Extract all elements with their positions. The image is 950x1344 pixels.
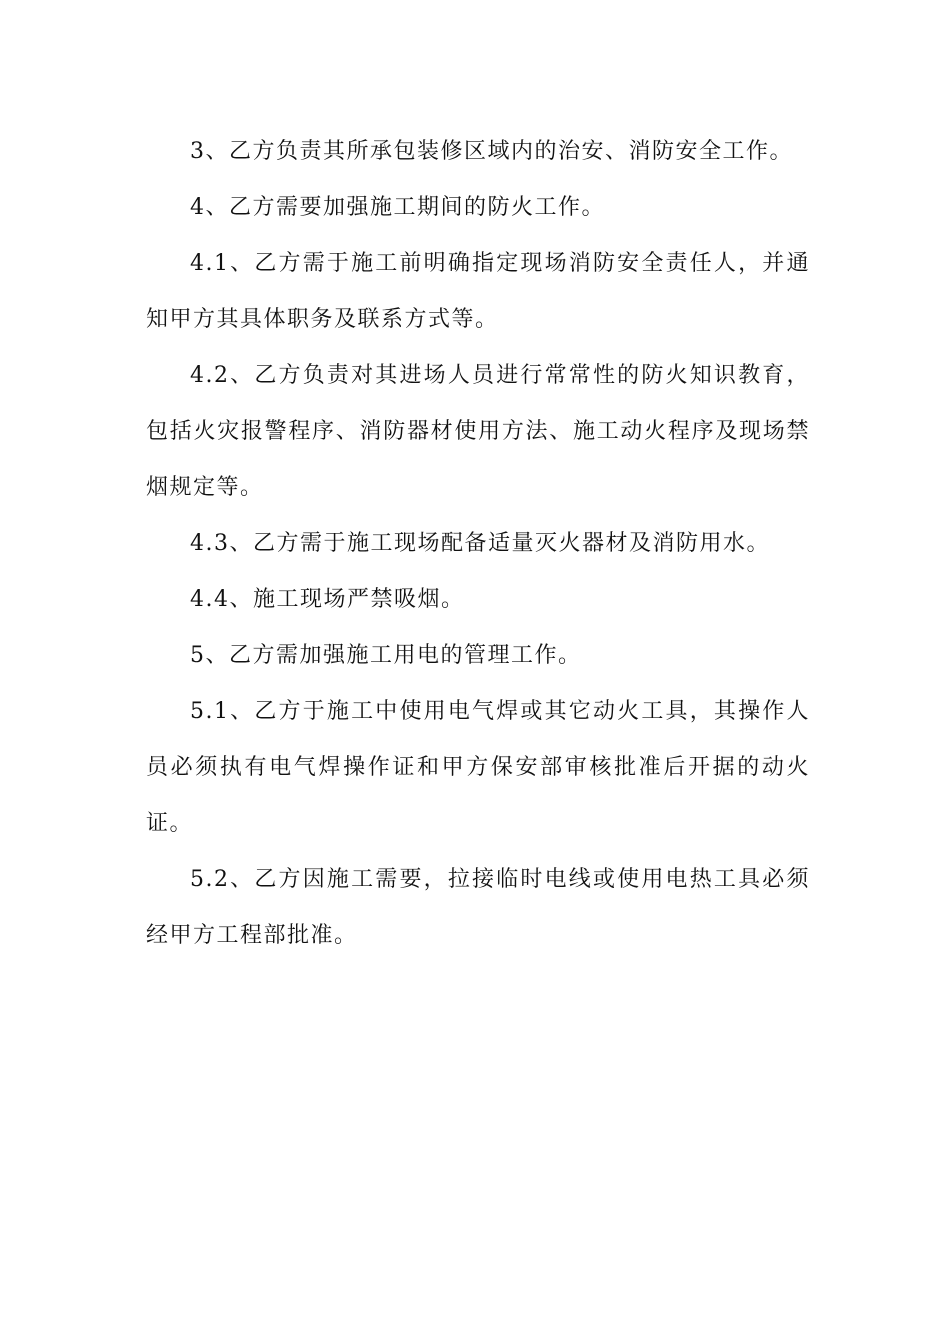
paragraph-3: 3、乙方负责其所承包装修区域内的治安、消防安全工作。	[190, 139, 793, 164]
paragraph-4-2: 4.2、乙方负责对其进场人员进行常常性的防火知识教育，包括火灾报警程序、消防器材使用方法、施工动火程序及现场禁烟规定等。	[146, 363, 810, 500]
paragraph-4-3: 4.3、乙方需于施工现场配备适量灭火器材及消防用水。	[190, 531, 770, 556]
paragraph-5-2: 5.2、乙方因施工需要，拉接临时电线或使用电热工具必须经甲方工程部批准。	[146, 867, 810, 948]
paragraph-4-1: 4.1、乙方需于施工前明确指定现场消防安全责任人，并通知甲方其具体职务及联系方式等。	[146, 251, 810, 332]
paragraph-4: 4、乙方需要加强施工期间的防火工作。	[190, 195, 605, 220]
paragraph-5: 5、乙方需加强施工用电的管理工作。	[190, 643, 582, 668]
paragraph-4-4: 4.4、施工现场严禁吸烟。	[190, 587, 465, 612]
document-body	[146, 124, 810, 964]
paragraph-5-1: 5.1、乙方于施工中使用电气焊或其它动火工具，其操作人员必须执有电气焊操作证和甲方保安部审核批准后开据的动火证。	[146, 699, 810, 836]
